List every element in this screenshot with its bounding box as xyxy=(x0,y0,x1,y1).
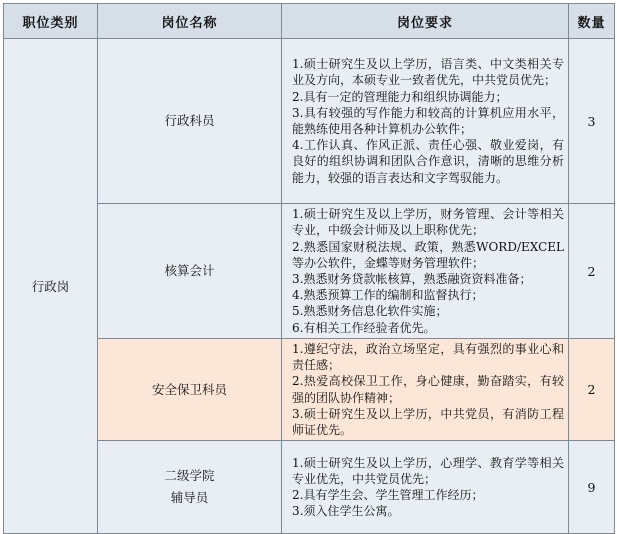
requirement-item: 2.熟悉国家财税法规、政策，熟悉WORD/EXCEL等办公软件，金蝶等财务管理软件； xyxy=(292,239,564,270)
requirement-item: 1.遵纪守法，政治立场坚定，具有强烈的事业心和责任感； xyxy=(292,341,564,373)
requirement-item: 3.熟悉财务贷款帐核算，熟悉融资资料准备； xyxy=(292,272,532,286)
requirement-item: 1.硕士研究生及以上学历，财务管理、会计等相关专业，中级会计师及以上职称优先； xyxy=(292,207,564,238)
requirements-cell xyxy=(282,441,569,534)
requirement-item: 4.熟悉预算工作的编制和监督执行； xyxy=(292,288,484,303)
requirements-cell xyxy=(282,339,569,441)
position-count: 2 xyxy=(569,339,615,441)
position-name: 安全保卫科员 xyxy=(98,339,282,441)
requirement-item: 3.硕士研究生及以上学历，中共党员，有消防工程师证优先。 xyxy=(292,406,564,437)
category-cell: 行政岗 xyxy=(4,39,98,534)
position-name: 行政科员 xyxy=(98,39,282,204)
header-category: 职位类别 xyxy=(4,4,98,39)
position-count: 2 xyxy=(569,204,615,339)
position-name: 核算会计 xyxy=(98,204,282,339)
position-count: 3 xyxy=(569,39,615,204)
requirement-item: 2.具有学生会、学生管理工作经历； xyxy=(292,488,484,502)
requirements-cell xyxy=(282,204,569,339)
position-name-line: 辅导员 xyxy=(170,490,209,505)
requirement-item: 3.具有较强的写作能力和较高的计算机应用水平，能熟练使用各种计算机办公软件； xyxy=(292,105,564,136)
requirement-item: 4.工作认真、作风正派、责任心强、敬业爱岗，有良好的组织协调和团队合作意识，清晰的思维分析能力，较强的语言表达和文字驾驭能力。 xyxy=(292,138,564,185)
requirement-item: 6.有相关工作经验者优先。 xyxy=(292,320,436,335)
position-count: 9 xyxy=(569,441,615,534)
requirement-item: 2.具有一定的管理能力和组织协调能力； xyxy=(292,89,508,104)
requirement-item: 1.硕士研究生及以上学历，语言类、中文类相关专业及方向，本硕专业一致者优先，中共党员优先； xyxy=(292,57,564,88)
table-header-row xyxy=(4,4,615,39)
requirement-item: 1.硕士研究生及以上学历，心理学、教育学等相关专业优先，中共党员优先； xyxy=(292,455,564,486)
table-row xyxy=(4,39,615,204)
requirement-item: 2.热爱高校保卫工作，身心健康，勤奋踏实，有较强的团队协作精神； xyxy=(292,374,564,405)
header-requirements: 岗位要求 xyxy=(282,4,569,39)
job-table-container xyxy=(3,3,615,534)
header-count: 数量 xyxy=(569,4,615,39)
requirement-item: 5.熟悉财务信息化软件实施； xyxy=(292,304,448,319)
position-name xyxy=(98,441,282,534)
header-position-name: 岗位名称 xyxy=(98,4,282,39)
position-name-line: 二级学院 xyxy=(164,468,215,483)
requirements-cell xyxy=(282,39,569,204)
job-requirements-table xyxy=(3,3,615,534)
requirement-item: 3.须入住学生公寓。 xyxy=(292,504,400,519)
